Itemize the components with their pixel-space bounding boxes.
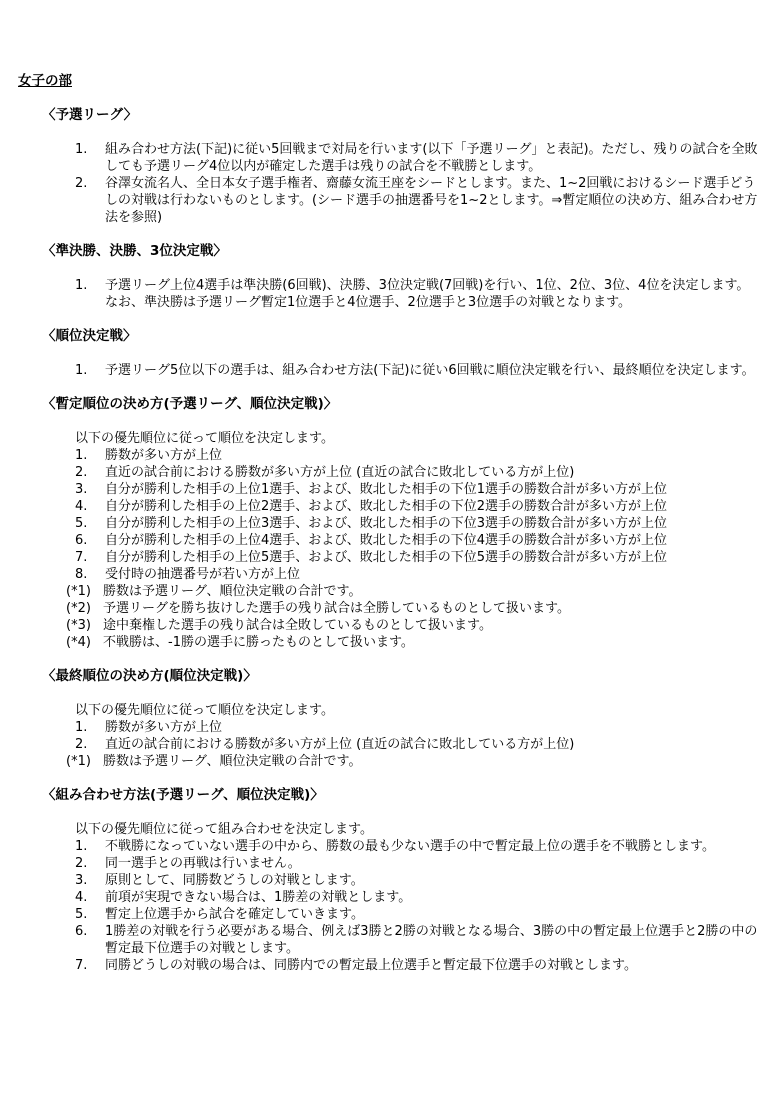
section-list xyxy=(18,141,760,226)
section-1 xyxy=(18,107,760,226)
section-list xyxy=(18,277,760,311)
section-heading: 〈準決勝、決勝、3位決定戦〉 xyxy=(42,243,227,259)
item-text: 予選リーグ上位4選手は準決勝(6回戦)、決勝、3位決定戦(7回戦)を行い、1位、2位、3位、4位を決定します。なお、準決勝は予選リーグ暫定1位選手と4位選手、2位選手と3位選手の対戦となります。 xyxy=(105,278,750,310)
item-marker: 1. xyxy=(75,278,88,293)
section-heading: 〈予選リーグ〉 xyxy=(42,107,138,123)
list-item xyxy=(75,175,760,226)
item-marker: 1. xyxy=(75,142,88,157)
list-item xyxy=(75,719,760,736)
note-item xyxy=(66,583,760,600)
item-text: 不戦勝になっていない選手の中から、勝数の最も少ない選手の中で暫定最上位の選手を不戦勝とします。 xyxy=(105,839,715,854)
section-heading: 〈最終順位の決め方(順位決定戦)〉 xyxy=(42,668,257,684)
section-2 xyxy=(18,243,760,311)
list-item xyxy=(75,515,760,532)
list-item xyxy=(75,736,760,753)
list-item xyxy=(75,277,760,311)
list-item xyxy=(75,855,760,872)
list-item xyxy=(75,549,760,566)
item-text: 組み合わせ方法(下記)に従い5回戦まで対局を行います(以下「予選リーグ」と表記)。ただし、残りの試合を全敗しても予選リーグ4位以内が確定した選手は残りの試合を不戦勝とします。 xyxy=(105,142,758,174)
item-text: 不戦勝は、-1勝の選手に勝ったものとして扱います。 xyxy=(103,635,414,650)
item-marker: (*1) xyxy=(66,584,91,599)
item-marker: 7. xyxy=(75,550,88,565)
item-marker: 2. xyxy=(75,465,88,480)
item-text: 暫定上位選手から試合を確定していきます。 xyxy=(105,907,364,922)
item-text: 勝数が多い方が上位 xyxy=(105,720,223,735)
item-text: 同勝どうしの対戦の場合は、同勝内での暫定最上位選手と暫定最下位選手の対戦とします。 xyxy=(105,958,637,973)
section-4 xyxy=(18,396,760,651)
list-item xyxy=(75,498,760,515)
item-text: 前項が実現できない場合は、1勝差の対戦とします。 xyxy=(105,890,412,905)
list-item xyxy=(75,923,760,957)
item-text: 自分が勝利した相手の上位2選手、および、敗北した相手の下位2選手の勝数合計が多い方が上位 xyxy=(105,499,668,514)
section-heading: 〈順位決定戦〉 xyxy=(42,328,137,344)
item-text: 自分が勝利した相手の上位1選手、および、敗北した相手の下位1選手の勝数合計が多い方が上位 xyxy=(105,482,668,497)
page-title: 女子の部 xyxy=(18,73,72,89)
item-marker: 5. xyxy=(75,907,88,922)
item-marker: 4. xyxy=(75,499,88,514)
item-text: 同一選手との再戦は行いません。 xyxy=(105,856,301,871)
note-item xyxy=(66,634,760,651)
item-marker: (*4) xyxy=(66,635,91,650)
item-marker: 1. xyxy=(75,839,88,854)
item-marker: 6. xyxy=(75,924,88,939)
item-text: 原則として、同勝数どうしの対戦とします。 xyxy=(105,873,364,888)
item-marker: 2. xyxy=(75,737,88,752)
list-item xyxy=(75,447,760,464)
item-marker: 3. xyxy=(75,482,88,497)
section-intro: 以下の優先順位に従って順位を決定します。 xyxy=(75,703,334,718)
item-text: 勝数は予選リーグ、順位決定戦の合計です。 xyxy=(103,754,362,769)
list-item xyxy=(75,906,760,923)
list-item xyxy=(75,464,760,481)
item-marker: 1. xyxy=(75,448,88,463)
list-item xyxy=(75,532,760,549)
list-item xyxy=(75,481,760,498)
item-marker: 2. xyxy=(75,856,88,871)
section-heading: 〈暫定順位の決め方(予選リーグ、順位決定戦)〉 xyxy=(42,396,338,412)
item-marker: 1. xyxy=(75,363,88,378)
note-item xyxy=(66,600,760,617)
list-item xyxy=(75,362,760,379)
item-text: 直近の試合前における勝数が多い方が上位 (直近の試合に敗北している方が上位) xyxy=(105,465,575,480)
item-marker: 4. xyxy=(75,890,88,905)
item-text: 勝数は予選リーグ、順位決定戦の合計です。 xyxy=(103,584,362,599)
list-item xyxy=(75,566,760,583)
list-item xyxy=(75,141,760,175)
item-text: 1勝差の対戦を行う必要がある場合、例えば3勝と2勝の対戦となる場合、3勝の中の暫定最上位選手と2勝の中の暫定最下位選手の対戦とします。 xyxy=(105,924,758,956)
item-text: 自分が勝利した相手の上位4選手、および、敗北した相手の下位4選手の勝数合計が多い方が上位 xyxy=(105,533,668,548)
item-marker: 5. xyxy=(75,516,88,531)
section-6 xyxy=(18,787,760,974)
list-item xyxy=(75,838,760,855)
item-marker: 3. xyxy=(75,873,88,888)
section-5 xyxy=(18,668,760,770)
list-item xyxy=(75,957,760,974)
section-intro: 以下の優先順位に従って順位を決定します。 xyxy=(75,431,334,446)
item-marker: 6. xyxy=(75,533,88,548)
item-marker: 1. xyxy=(75,720,88,735)
item-marker: (*3) xyxy=(66,618,91,633)
section-heading: 〈組み合わせ方法(予選リーグ、順位決定戦)〉 xyxy=(42,787,324,803)
list-item xyxy=(75,872,760,889)
section-list xyxy=(18,838,760,974)
item-marker: 8. xyxy=(75,567,88,582)
list-item xyxy=(75,889,760,906)
item-marker: 7. xyxy=(75,958,88,973)
item-marker: 2. xyxy=(75,176,88,191)
item-text: 勝数が多い方が上位 xyxy=(105,448,223,463)
item-text: 受付時の抽選番号が若い方が上位 xyxy=(105,567,301,582)
note-item xyxy=(66,753,760,770)
item-text: 途中棄権した選手の残り試合は全敗しているものとして扱います。 xyxy=(103,618,492,633)
item-text: 谷澤女流名人、全日本女子選手権者、齋藤女流王座をシードとします。また、1~2回戦におけるシード選手どうしの対戦は行わないものとします。(シード選手の抽選番号を1~2とします。⇒暫定順位の決め方、組み合わせ方法を参照) xyxy=(105,176,758,225)
item-text: 予選リーグ5位以下の選手は、組み合わせ方法(下記)に従い6回戦に順位決定戦を行い、最終順位を決定します。 xyxy=(105,363,755,378)
note-item xyxy=(66,617,760,634)
item-text: 直近の試合前における勝数が多い方が上位 (直近の試合に敗北している方が上位) xyxy=(105,737,575,752)
item-marker: (*1) xyxy=(66,754,91,769)
sections-container xyxy=(18,107,760,974)
section-list xyxy=(18,719,760,770)
item-text: 自分が勝利した相手の上位5選手、および、敗北した相手の下位5選手の勝数合計が多い方が上位 xyxy=(105,550,668,565)
item-marker: (*2) xyxy=(66,601,91,616)
section-3 xyxy=(18,328,760,379)
section-list xyxy=(18,362,760,379)
item-text: 自分が勝利した相手の上位3選手、および、敗北した相手の下位3選手の勝数合計が多い方が上位 xyxy=(105,516,668,531)
item-text: 予選リーグを勝ち抜けした選手の残り試合は全勝しているものとして扱います。 xyxy=(103,601,570,616)
section-list xyxy=(18,447,760,651)
section-intro: 以下の優先順位に従って組み合わせを決定します。 xyxy=(75,822,373,837)
